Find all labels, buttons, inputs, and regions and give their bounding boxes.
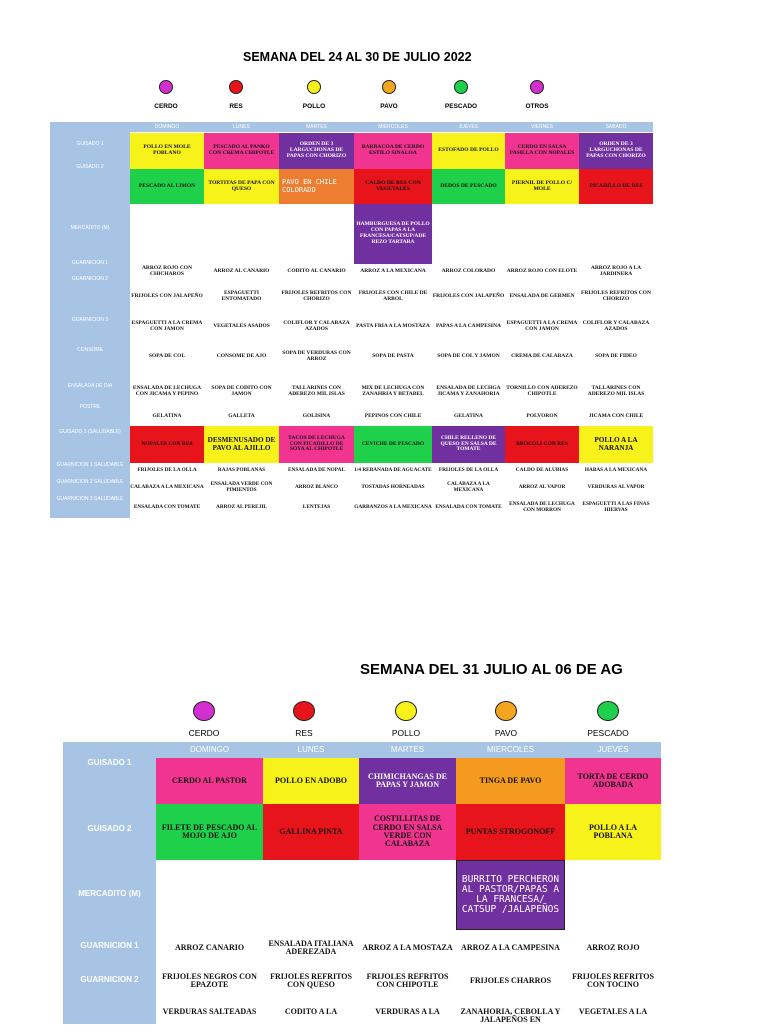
meal-cell-guisado3: POLLO A LA NARANJA [579, 426, 653, 463]
menu-item-gs1: 1/4 REBANADA DE AGUACATE [354, 467, 432, 474]
meal-cell-guisado2: PICADILLO DE RES [579, 169, 653, 204]
menu-item-guarnicion3: PASTA FRIA A LA MOSTAZA [356, 323, 430, 330]
menu-item-guarnicion1: ARROZ COLORADO [441, 268, 496, 275]
week2-title: SEMANA DEL 31 JULIO AL 06 DE AG [360, 661, 623, 678]
legend-label: CERDO [188, 728, 220, 738]
meal-cell-guisado1: BARBACOA DE CERDO ESTILO SINALOA [354, 133, 432, 169]
legend-label: POLLO [302, 103, 326, 110]
legend-dot-res-icon [293, 701, 315, 721]
menu-item-consome: SOPA DE VERDURAS CON ARROZ [282, 350, 351, 362]
meal-cell-guisado3: TACOS DE LECHUGA CON PICADILLO DE SOYA AL CHIPOTLE [279, 426, 354, 463]
menu-item-guarnicion1: ARROZ ROJO CON ELOTE [506, 268, 578, 275]
menu-item-guarnicion3: ESPAGUETTI A LA CREMA CON JAMON [131, 320, 203, 332]
menu-item-guarnicion3: VERDURAS A LA [375, 1008, 440, 1016]
menu-item-ensalada: TALLARINES CON ADEREZO MIL ISLAS [587, 385, 645, 397]
menu-item-guarnicion2: ENSALADA DE GERMEN [509, 293, 575, 300]
menu-item-postre: GELATINA [454, 413, 483, 420]
meal-cell-guisado2: DEDOS DE PESCADO [432, 169, 505, 204]
meal-cell-guisado1: TINGA DE PAVO [456, 758, 565, 804]
day-header: DOMINGO [154, 124, 180, 130]
menu-item-ensalada: TALLARINES CON ADEREZO MIL ISLAS [288, 385, 345, 397]
row-label: MERCADITO (M) [78, 889, 141, 898]
meal-cell-guisado3: CEVICHE DE PESCADO [354, 426, 432, 463]
row-label: GUARNICION 3 SALUDABLE [56, 496, 124, 502]
menu-item-gs1: RAJAS POBLANAS [217, 467, 266, 474]
legend-label: PESCADO [587, 728, 629, 738]
menu-item-gs2: ARROZ BLANCO [294, 484, 339, 491]
menu-item-postre: POLVORON [526, 413, 558, 420]
row-label: GUISADO 1 [87, 758, 132, 767]
row-label: GUARNICION 2 [80, 975, 139, 984]
day-header: JUEVES [597, 745, 629, 754]
row-label: MERCADITO (M) [70, 225, 110, 231]
legend-dot-otros-icon [530, 80, 544, 94]
menu-item-guarnicion1: ARROZ A LA CAMPESINA [461, 942, 560, 952]
meal-cell-guisado2: PAVO EN CHILE COLORADO [279, 169, 354, 204]
legend-label: PESCADO [444, 103, 478, 110]
legend-dot-pavo-icon [495, 701, 517, 721]
menu-item-guarnicion3: ESPAGUETTI A LA CREMA CON JAMON [506, 320, 578, 332]
menu-item-postre: JICAMA CON CHILE [588, 413, 644, 420]
menu-item-gs2: ARROZ AL VAPOR [518, 484, 566, 491]
menu-item-guarnicion2: FRIJOLES REFRITOS CON CHORIZO [581, 290, 651, 302]
menu-item-postre: GOLISINA [302, 413, 331, 420]
menu-item-guarnicion2: FRIJOLES CON CHILE DE ARBOL [358, 290, 428, 302]
legend-label: CERDO [154, 103, 178, 110]
menu-item-gs3: LENTEJAS [302, 504, 331, 511]
menu-item-guarnicion3: VEGETALES ASADOS [213, 323, 270, 330]
day-header: LUNES [233, 124, 250, 130]
menu-item-gs3: ENSALADA DE LECHUGA CON MORRON [509, 501, 575, 513]
meal-cell-guisado1: CHIMICHANGAS DE PAPAS Y JAMON [359, 758, 456, 804]
menu-item-consome: SOPA DE FIDEO [595, 353, 637, 360]
menu-item-guarnicion3: VEGETALES A LA [578, 1008, 648, 1016]
menu-item-guarnicion1: CODITO AL CANARIO [287, 268, 346, 275]
menu-item-guarnicion2: FRIJOLES CON JALAPEÑO [131, 293, 203, 300]
menu-item-guarnicion2: FRIJOLES CHARROS [469, 975, 552, 985]
meal-cell-guisado2: PUNTAS STROGONOFF [456, 804, 565, 860]
meal-cell-guisado2: FILETE DE PESCADO AL MOJO DE AJO [156, 804, 263, 860]
mercadito-cell: BURRITO PERCHERON AL PASTOR/PAPAS A LA FRANCESA/ CATSUP /JALAPEÑOS [456, 860, 565, 930]
legend-dot-res-icon [229, 80, 243, 94]
meal-cell-guisado1: CERDO AL PASTOR [156, 758, 263, 804]
menu-item-consome: SOPA DE PASTA [372, 353, 414, 360]
meal-cell-guisado3: CHILE RELLENO DE QUESO EN SALSA DE TOMATE [432, 426, 505, 463]
meal-cell-guisado2: CALDO DE RES CON VEGETALES [354, 169, 432, 204]
legend-label: POLLO [391, 728, 421, 738]
menu-item-guarnicion2: FRIJOLES CON JALAPEÑO [432, 293, 505, 300]
menu-item-postre: GALLETA [228, 413, 255, 420]
week1-title: SEMANA DEL 24 AL 30 DE JULIO 2022 [243, 50, 472, 64]
menu-item-guarnicion3: CODITO A LA [284, 1008, 338, 1016]
menu-item-gs3: ESPAGUETTI A LAS FINAS HIERVAS [582, 501, 650, 513]
menu-item-consome: SOPA DE COL [148, 353, 186, 360]
menu-item-ensalada: ENSALADA DE LECHGA JICAMA Y ZANAHORIA [436, 385, 501, 397]
legend-dot-pollo-icon [307, 80, 321, 94]
menu-item-guarnicion2: FRIJOLES REFRITOS CON CHIPOTLE [366, 971, 449, 989]
row-label: GUISADO 2 [76, 164, 104, 170]
menu-item-guarnicion1: ARROZ ROJO [586, 942, 640, 952]
menu-item-ensalada: TORNILLO CON ADEREZO CHIPOTLE [506, 385, 578, 397]
menu-item-consome: SOPA DE COL Y JAMON [437, 353, 500, 360]
menu-item-guarnicion2: FRIJOLES REFRITOS CON TOCINO [572, 971, 654, 989]
menu-item-guarnicion2: ESPAGUETTI ENTOMATADO [221, 290, 262, 302]
legend-dot-pavo-icon [382, 80, 396, 94]
legend-dot-pescado-icon [597, 701, 619, 721]
day-header: VIERNES [531, 124, 553, 130]
menu-item-gs1: ENSALADA DE NOPAL [288, 467, 345, 474]
row-label: GUARNICION 2 SALUDABLE [56, 479, 124, 485]
legend-dot-pescado-icon [454, 80, 468, 94]
meal-cell-guisado1: CERDO EN SALSA PASILLA CON NOPALES [505, 133, 579, 169]
meal-cell-guisado2: PESCADO AL LIMON [130, 169, 204, 204]
legend-label: RES [229, 103, 243, 110]
legend-dot-cerdo-icon [159, 80, 173, 94]
menu-item-gs2: VERDURAS AL VAPOR [587, 484, 645, 491]
meal-cell-guisado2: TORTITAS DE PAPA CON QUESO [204, 169, 279, 204]
menu-item-guarnicion1: ARROZ AL CANARIO [213, 268, 270, 275]
menu-item-gs3: ENSALADA CON TOMATE [133, 504, 201, 511]
menu-item-consome: CREMA DE CALABAZA [511, 353, 573, 360]
meal-cell-guisado2: GALLINA PINTA [263, 804, 359, 860]
meal-cell-guisado2: COSTILLITAS DE CERDO EN SALSA VERDE CON CALABAZA [359, 804, 456, 860]
menu-item-postre: PEPINOS CON CHILE [364, 413, 422, 420]
legend-label: OTROS [525, 103, 549, 110]
menu-item-guarnicion2: FRIJOLES NEGROS CON EPAZOTE [162, 971, 257, 989]
menu-item-guarnicion1: ARROZ CANARIO [174, 942, 245, 952]
day-header: DOMINGO [189, 745, 230, 754]
row-label: POSTRE [79, 404, 101, 410]
day-header: SABADO [605, 124, 627, 130]
meal-cell-guisado1: PESCADO AL PANKO CON CREMA CHIPOTLE [204, 133, 279, 169]
menu-item-guarnicion3: COLIFLOR Y CALABAZA AZADOS [582, 320, 650, 332]
row-label: CONSOME [77, 347, 103, 353]
menu-item-guarnicion3: PAPAS A LA CAMPESINA [435, 323, 502, 330]
menu-item-guarnicion2: FRIJOLES REFRITOS CON CHORIZO [281, 290, 352, 302]
menu-item-gs1: CALDO DE ALUBIAS [515, 467, 569, 474]
row-label: GUISADO 1 [76, 141, 104, 147]
meal-cell-guisado3: DESMENUSADO DE PAVO AL AJILLO [204, 426, 279, 463]
menu-item-gs2: TOSTADAS HORNEADAS [361, 484, 425, 491]
meal-cell-guisado1: ORDEN DE 3 LARGUCHONAS DE PAPAS CON CHORIZO [579, 133, 653, 169]
menu-item-consome: CONSOME DE AJO [216, 353, 267, 360]
menu-item-guarnicion1: ARROZ ROJO A LA JARDINERA [590, 265, 642, 277]
menu-item-guarnicion3: COLIFLOR Y CALABAZA AZADOS [283, 320, 350, 332]
menu-item-guarnicion3: VERDURAS SALTEADAS [162, 1008, 257, 1016]
menu-item-gs2: ENSALADA VERDE CON PIMIENTOS [210, 481, 273, 493]
meal-cell-guisado1: ESTOFADO DE POLLO [432, 133, 505, 169]
row-label: GUISADO 3 (SALUDABLE) [59, 429, 121, 435]
menu-item-guarnicion2: FRIJOLES REFRITOS CON QUESO [270, 971, 352, 989]
row-label: GUARNICION 1 SALUDABLE [56, 462, 124, 468]
meal-cell-guisado2: POLLO A LA POBLANA [565, 804, 661, 860]
menu-item-guarnicion1: ARROZ A LA MEXICANA [360, 268, 426, 275]
day-header: LUNES [297, 745, 325, 754]
meal-cell-guisado3: NOPALES CON RES [130, 426, 204, 463]
menu-item-gs1: FRIJOLES DE LA OLLA [438, 467, 499, 474]
legend-label: PAVO [494, 728, 518, 738]
menu-item-ensalada: MIX DE LECHUGA CON ZANAHRIA Y BETABEL [361, 385, 425, 397]
meal-cell-guisado1: POLLO EN MOLE POBLANO [130, 133, 204, 169]
mercadito-cell: HAMBURGUESA DE POLLO CON PAPAS A LA FRANCESA/CATSUP/ADE REZO TARTARA [354, 204, 432, 264]
menu-item-guarnicion1: ARROZ A LA MOSTAZA [362, 942, 453, 952]
legend-label: RES [295, 728, 313, 738]
menu-item-gs1: HABAS A LA MEXICANA [584, 467, 648, 474]
menu-item-ensalada: SOPA DE CODITO CON JAMON [211, 385, 272, 397]
row-label: GUARNICION 2 [71, 276, 109, 282]
row-label: ENSALADA DE DIA [67, 383, 113, 389]
meal-cell-guisado3: BROCOLI CON RES [505, 426, 579, 463]
legend-dot-cerdo-icon [193, 701, 215, 721]
meal-cell-guisado1: ORDEN DE 3 LARGUCHONAS DE PAPAS CON CHORIZO [279, 133, 354, 169]
row-label: GUARNICION 1 [80, 941, 139, 950]
day-header: MIERCOLES [378, 124, 408, 130]
menu-item-guarnicion3: ZANAHORIA, CEBOLLA Y JALAPEÑOS EN [460, 1008, 561, 1025]
row-label: GUISADO 2 [87, 824, 132, 833]
menu-item-ensalada: ENSALADA DE LECHUGA CON JICAMA Y PEPINO [132, 385, 202, 397]
meal-cell-guisado2: PIERNIL DE POLLO C/ MOLE [505, 169, 579, 204]
menu-item-gs2: CALABAZA A LA MEXICANA [130, 484, 204, 491]
meal-cell-guisado1: POLLO EN ADOBO [263, 758, 359, 804]
menu-item-guarnicion1: ARROZ ROJO CON CHICHAROS [141, 265, 193, 277]
legend-label: PAVO [380, 103, 398, 110]
row-label: GUARNICION 3 [71, 317, 109, 323]
menu-item-gs3: GARBANZOS A LA MEXICANA [354, 504, 432, 511]
menu-item-gs3: ARROZ AL PEREJIL [216, 504, 267, 511]
menu-item-guarnicion1: ENSALADA ITALIANA ADEREZADA [268, 938, 354, 956]
day-header: MIERCOLES [486, 745, 535, 754]
day-header: MARTES [306, 124, 327, 130]
day-header: JUEVES [458, 124, 479, 130]
row-label: GUARNICION 1 [71, 260, 109, 266]
meal-cell-guisado1: TORTA DE CERDO ADOBADA [565, 758, 661, 804]
day-header: MARTES [390, 745, 425, 754]
menu-item-postre: GELATINA [152, 413, 182, 420]
menu-item-gs3: ENSALADA CON TOMATE [435, 504, 502, 511]
menu-item-gs2: CALABAZA A LA MEXICANA [447, 481, 490, 493]
menu-item-gs1: FRIJOLES DE LA OLLA [137, 467, 197, 474]
legend-dot-pollo-icon [395, 701, 417, 721]
